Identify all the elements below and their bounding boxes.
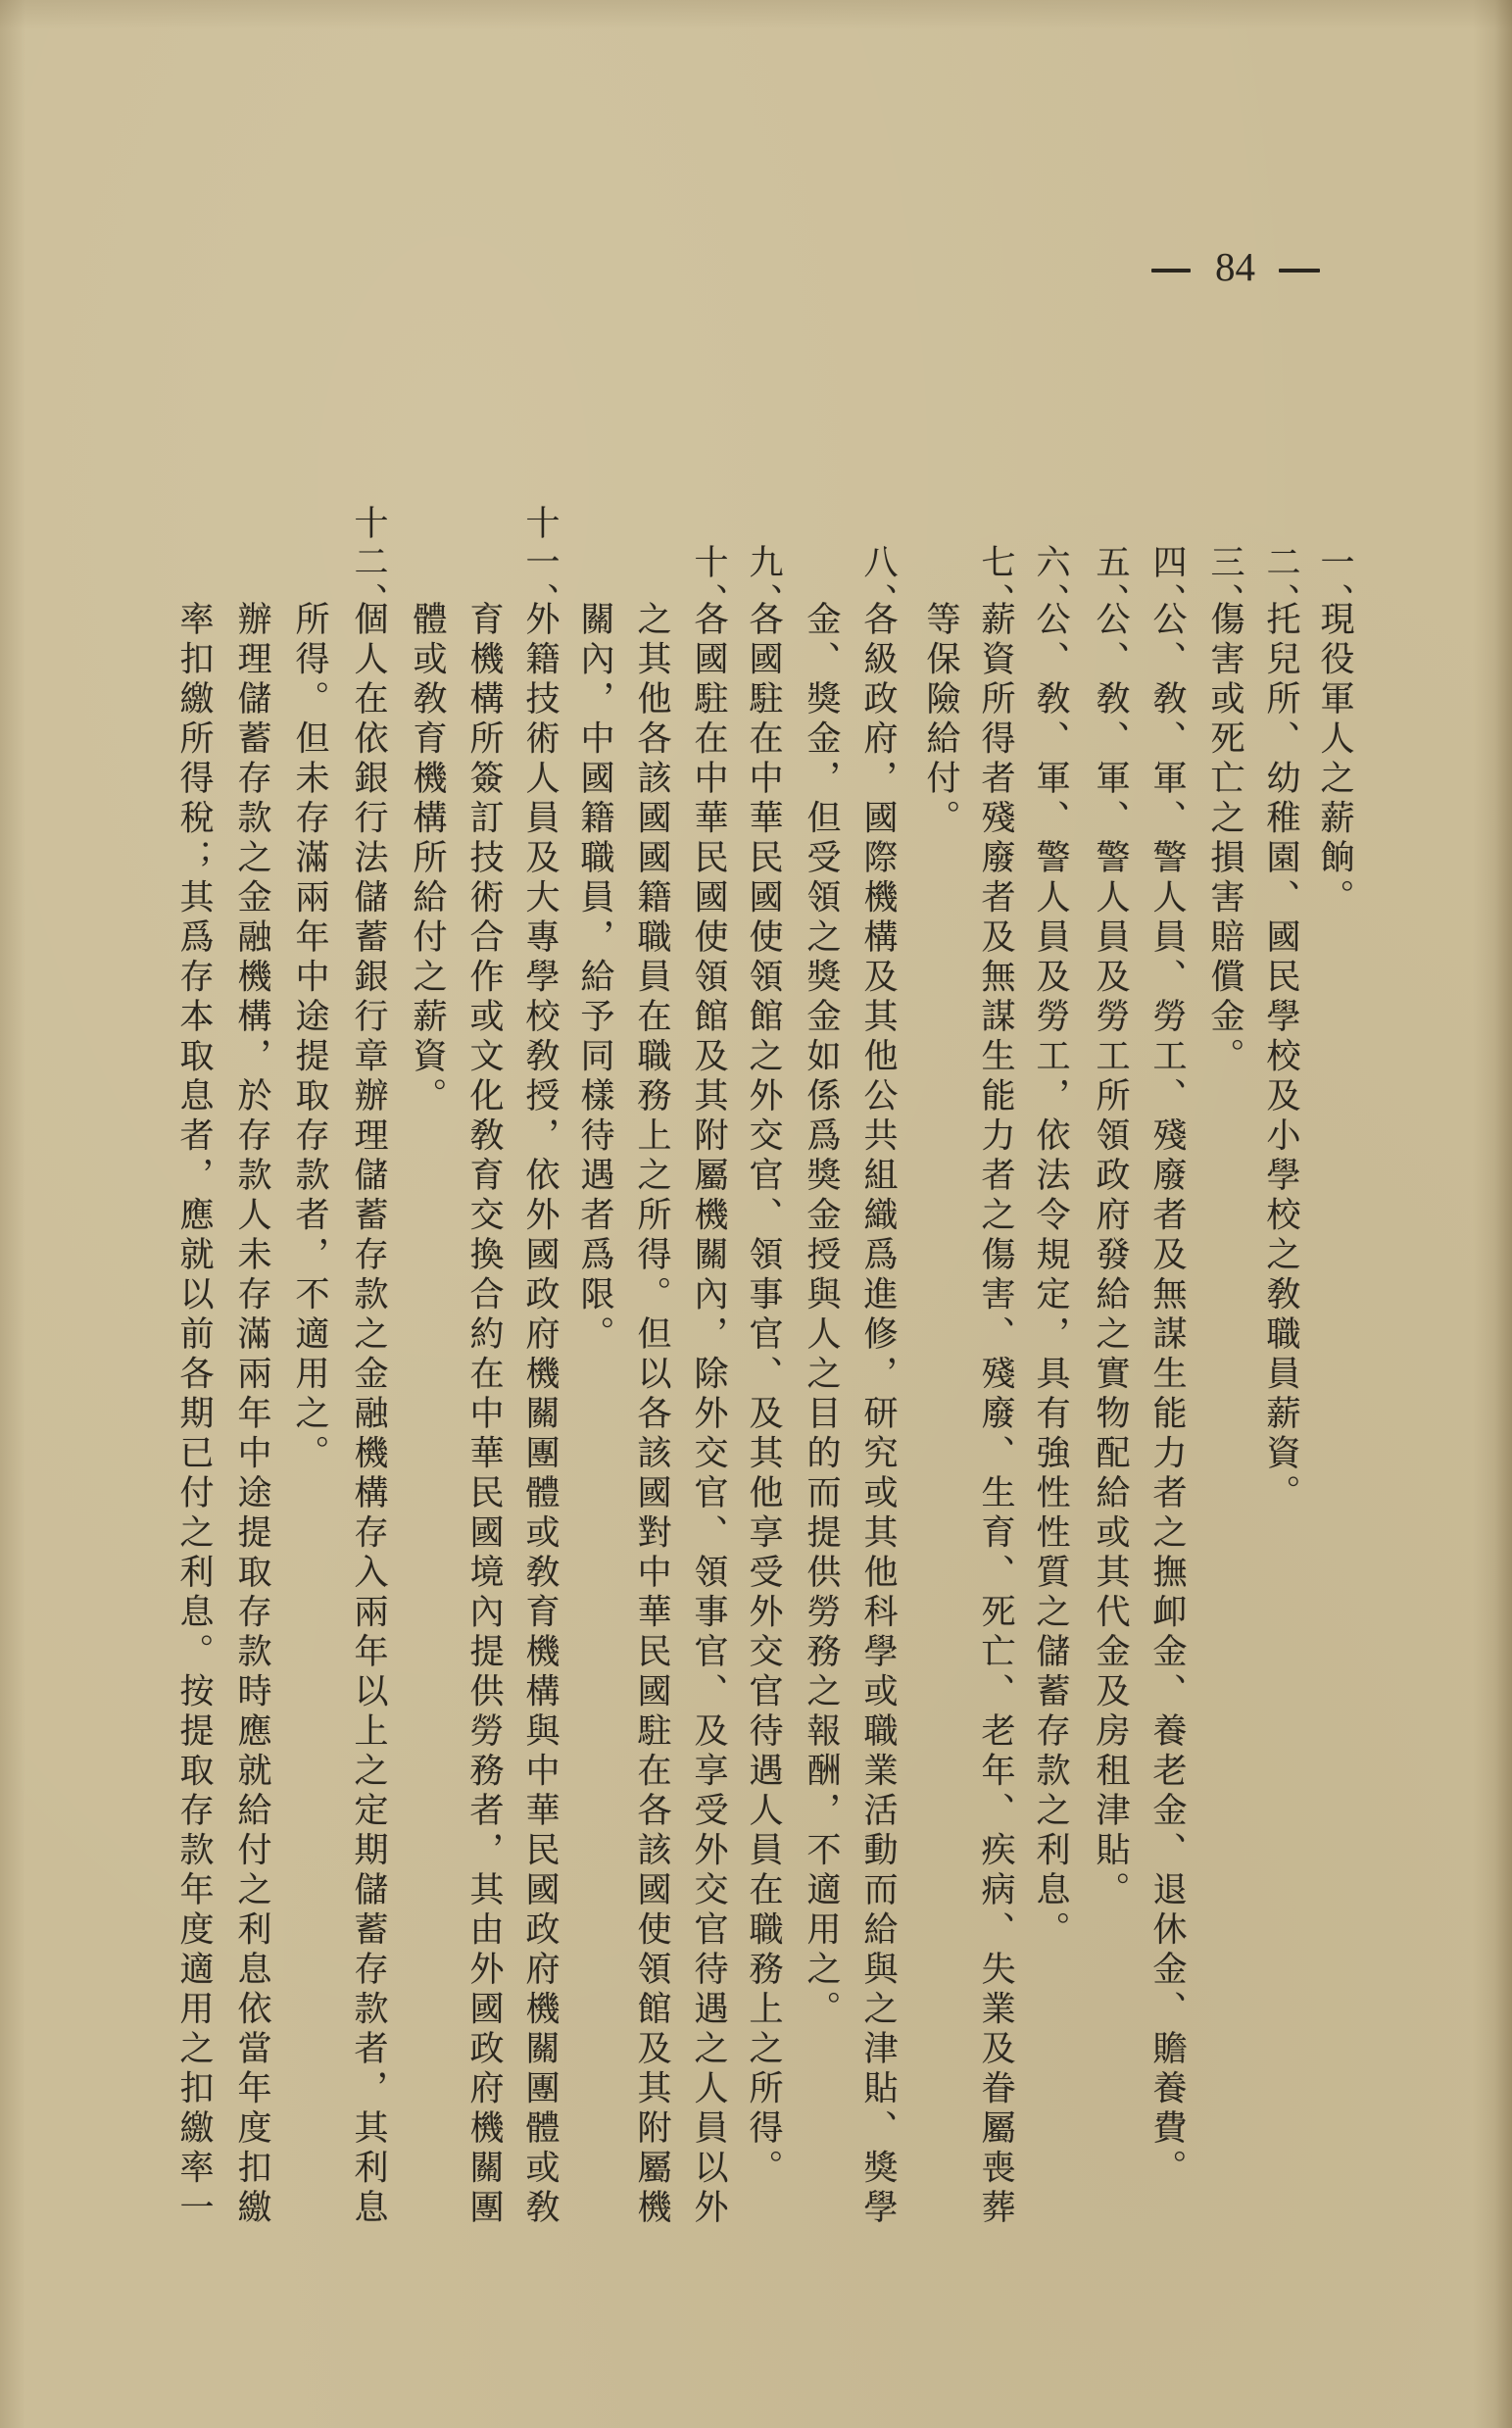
text-column [1033,0,1068,2428]
text-column [860,0,896,2428]
item-text-line: 之其他各該國國籍職員在職務上之所得。但以各該國對中華民國駐在各該國使領館及其附屬機 [632,601,671,2229]
item-text-line: 外籍技術人員及大專學校敎授，依外國政府機關團體或敎育機構與中華民國政府機關團體或敎 [520,601,560,2229]
text-column-continuation [234,0,269,2428]
text-column-continuation [410,0,445,2428]
item-text-line: 個人在依銀行法儲蓄銀行章辦理儲蓄存款之金融機構存入兩年以上之定期儲蓄存款者，其利息 [349,601,388,2229]
text-column [1149,0,1185,2428]
text-column-continuation [804,0,839,2428]
item-text-line: 公、敎、軍、警人員及勞工，依法令規定，具有強性性質之儲蓄存款之利息。 [1031,601,1070,1951]
item-text-line: 現役軍人之薪餉。 [1315,601,1354,918]
text-column [691,0,726,2428]
item-number: 十、 [689,543,728,601]
item-text-line: 金、獎金，但受領之獎金如係爲獎金授與人之目的而提供勞務之報酬，不適用之。 [802,601,841,2030]
item-text-line: 托兒所、幼稚園、國民學校及小學校之敎職員薪資。 [1261,601,1300,1514]
text-column [1263,0,1298,2428]
item-text-line: 關內，中國籍職員，給予同樣待遇者爲限。 [575,601,614,1356]
text-column [522,0,558,2428]
item-text-line: 薪資所得者殘廢者及無謀生能力者之傷害、殘廢、生育、死亡、老年、疾病、失業及眷屬喪葬 [976,601,1015,2229]
item-number: 一、 [1315,543,1354,601]
text-column-continuation [923,0,958,2428]
item-text-line: 傷害或死亡之損害賠償金。 [1205,601,1244,1077]
item-number: 二、 [1261,543,1300,601]
text-column [978,0,1013,2428]
page-number: 84 [1215,244,1255,289]
item-text-line: 各級政府，國際機構及其他公共組織爲進修，研究或其他科學或職業活動而給與之津貼、獎學 [858,601,898,2229]
text-column [351,0,386,2428]
item-number: 三、 [1205,543,1244,601]
text-column-continuation [292,0,327,2428]
item-number: 九、 [744,543,783,601]
item-number: 五、 [1091,543,1130,601]
item-text-line: 體或敎育機構所給付之薪資。 [408,601,447,1117]
text-column [1207,0,1243,2428]
text-column-continuation [466,0,502,2428]
text-column [1093,0,1128,2428]
text-column-continuation [634,0,669,2428]
item-number: 十一、 [520,505,560,601]
item-text-line: 等保險給付。 [921,601,960,839]
item-text-line: 率扣繳所得稅；其爲存本取息者，應就以前各期已付之利息。按提取存款年度適用之扣繳率一 [174,601,214,2229]
item-number: 七、 [976,543,1015,601]
item-number: 八、 [858,543,898,601]
item-text-line: 各國駐在中華民國使領館及其附屬機關內，除外交官、領事官、及享受外交官待遇之人員以外 [689,601,728,2229]
item-text-line: 公、敎、軍、警人員、勞工、殘廢者及無謀生能力者之撫卹金、養老金、退休金、贍養費。 [1147,601,1187,2189]
item-text-line: 育機構所簽訂技術合作或文化敎育交換合約在中華民國境內提供勞務者，其由外國政府機關團 [464,601,504,2229]
text-column-continuation [176,0,212,2428]
item-number: 十二、 [349,505,388,601]
text-column-continuation [577,0,612,2428]
text-column [746,0,781,2428]
item-text-line: 公、敎、軍、警人員及勞工所領政府發給之實物配給或其代金及房租津貼。 [1091,601,1130,1911]
item-text-line: 所得。但未存滿兩年中途提取存款者，不適用之。 [290,601,329,1474]
item-text-line: 各國駐在中華民國使領館之外交官、領事官、及其他享受外交官待遇人員在職務上之所得。 [744,601,783,2189]
item-number: 六、 [1031,543,1070,601]
item-number: 四、 [1147,543,1187,601]
text-column [1317,0,1352,2428]
item-text-line: 辦理儲蓄存款之金融機構，於存款人未存滿兩年中途提取存款時應就給付之利息依當年度扣繳 [232,601,271,2229]
